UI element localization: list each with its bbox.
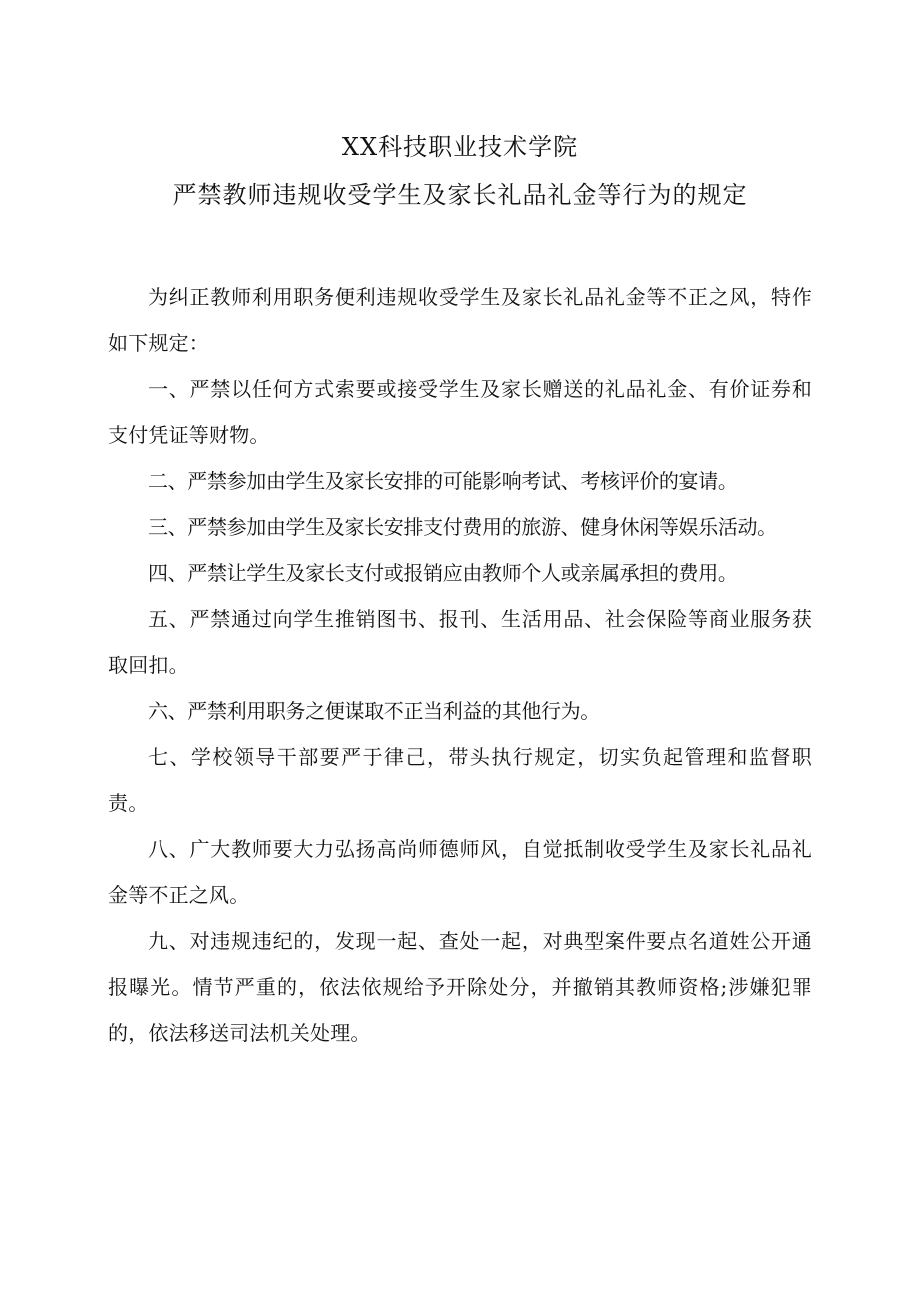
- rule-item-4: 四、严禁让学生及家长支付或报销应由教师个人或亲属承担的费用。: [148, 561, 738, 585]
- document-body: [108, 274, 812, 1056]
- title-block: [0, 132, 920, 210]
- document-title: XX科技职业技术学院: [341, 133, 579, 161]
- rule-item-8: 八、广大教师要大力弘扬高尚师德师风，自觉抵制收受学生及家长礼品礼金等不正之风。: [108, 837, 812, 907]
- rule-item-2: 二、严禁参加由学生及家长安排的可能影响考试、考核评价的宴请。: [148, 469, 738, 493]
- rule-item-7: 七、学校领导干部要严于律己，带头执行规定，切实负起管理和监督职责。: [108, 745, 812, 815]
- document-subtitle: 严禁教师违规收受学生及家长礼品礼金等行为的规定: [172, 181, 748, 209]
- intro-paragraph: 为纠正教师利用职务便利违规收受学生及家长礼品礼金等不正之风，特作如下规定：: [108, 285, 812, 355]
- rule-item-9: 九、对违规违纪的，发现一起、查处一起，对典型案件要点名道姓公开通报曝光。情节严重的，依法依规给予开除处分，并撤销其教师资格;涉嫌犯罪的，依法移送司法机关处理。: [108, 929, 812, 1045]
- rule-item-3: 三、严禁参加由学生及家长安排支付费用的旅游、健身休闲等娱乐活动。: [148, 515, 777, 539]
- rule-item-5: 五、严禁通过向学生推销图书、报刊、生活用品、社会保险等商业服务获取回扣。: [108, 607, 812, 677]
- rule-item-6: 六、严禁利用职务之便谋取不正当利益的其他行为。: [148, 699, 600, 723]
- rule-item-1: 一、严禁以任何方式索要或接受学生及家长赠送的礼品礼金、有价证券和支付凭证等财物。: [108, 377, 812, 447]
